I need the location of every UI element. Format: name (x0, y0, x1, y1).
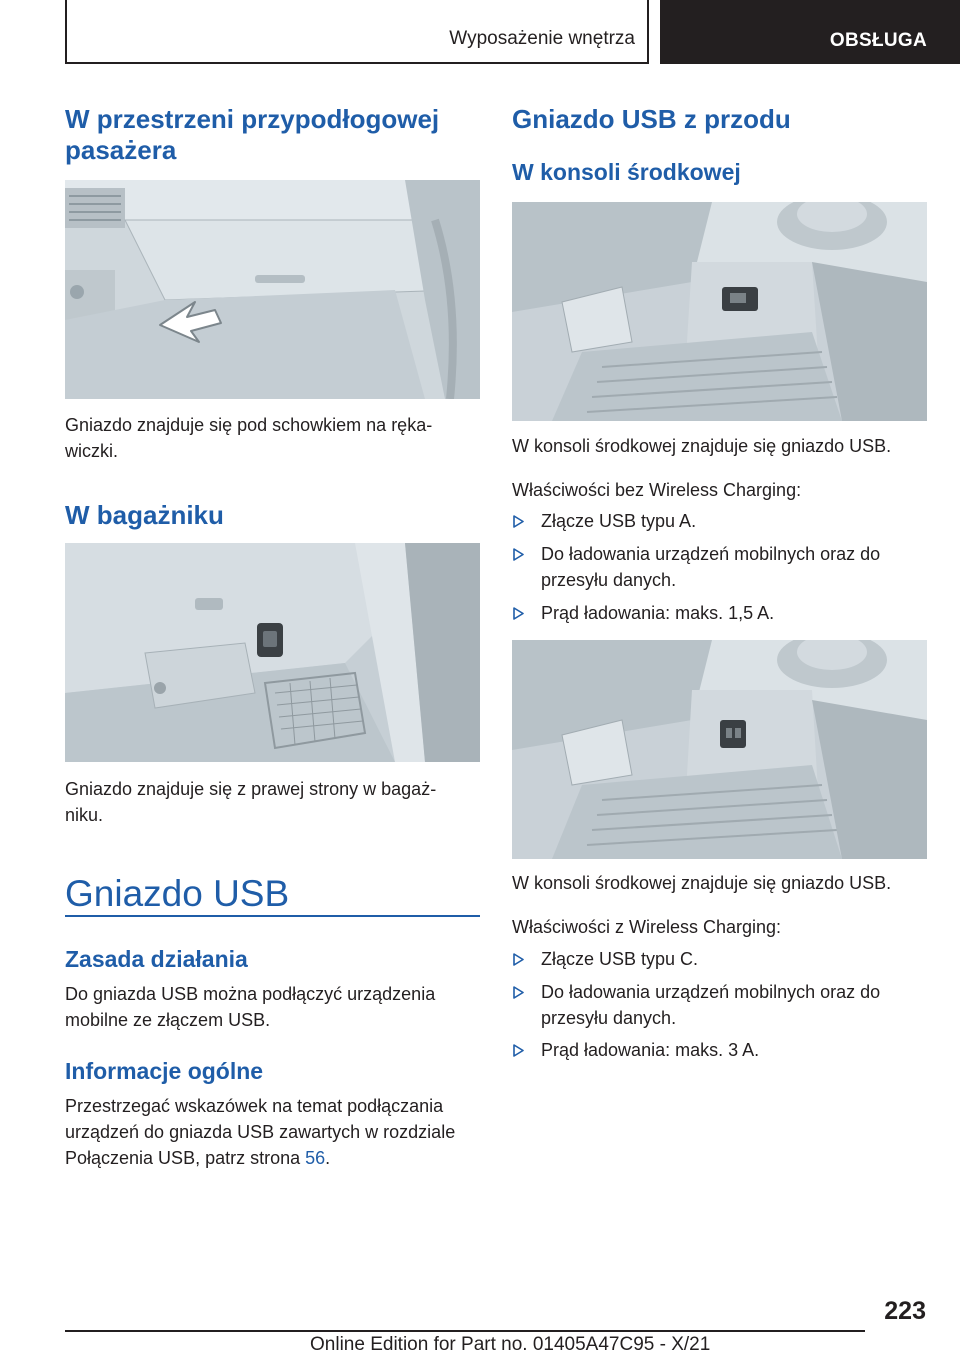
triangle-right-outline-icon (512, 515, 525, 528)
subheading-center-console: W konsoli środkowej (512, 159, 741, 185)
figure-console-usb-a (512, 202, 927, 421)
figure-passenger-footwell-drawing (65, 180, 480, 399)
caption-console-usb-c: W konsoli środkowej znajduje się gniazdo USB. (512, 873, 892, 893)
page-number: 223 (884, 1297, 926, 1325)
figure-console-usb-c-drawing (512, 640, 927, 859)
header-chapter-tab[interactable] (660, 0, 960, 64)
triangle-right-outline-icon (512, 548, 525, 561)
footer-edition: Online Edition for Part no. 01405A47C95 - X/21 (310, 1334, 711, 1355)
figure-trunk-drawing (65, 543, 480, 762)
figure-console-usb-c (512, 640, 927, 859)
caption-passenger-footwell: Gniazdo znajduje się pod schowkiem na ręka- wiczki. (65, 415, 433, 461)
features-title-usb-a: Właściwości bez Wireless Charging: (512, 480, 802, 500)
figure-passenger-footwell (65, 180, 480, 399)
section-title-rule (65, 915, 480, 917)
header-section-title: Wyposażenie wnętrza (449, 28, 635, 49)
triangle-right-outline-icon (512, 607, 525, 620)
caption-console-usb-a: W konsoli środkowej znajduje się gniazdo USB. (512, 436, 892, 456)
heading-general: Informacje ogólne (65, 1058, 264, 1084)
paragraph-principle: Do gniazda USB można podłączyć urządzenia mobilne ze złączem USB. (65, 984, 436, 1030)
heading-front-usb: Gniazdo USB z przodu (512, 104, 791, 134)
caption-trunk: Gniazdo znajduje się z prawej strony w bagaż- niku. (65, 779, 437, 825)
figure-trunk (65, 543, 480, 762)
features-title-usb-c: Właściwości z Wireless Charging: (512, 917, 782, 937)
paragraph-general: Przestrzegać wskazówek na temat podłączania urządzeń do gniazda USB zawartych w rozdziale Połączenia USB, patrz strona 56. (65, 1096, 456, 1168)
figure-console-usb-a-drawing (512, 202, 927, 421)
triangle-right-outline-icon (512, 1044, 525, 1057)
triangle-right-outline-icon (512, 986, 525, 999)
section-title-usb: Gniazdo USB (65, 873, 290, 914)
heading-trunk: W bagażniku (65, 500, 224, 530)
header-chapter-title: OBSŁUGA (829, 30, 927, 51)
heading-passenger-footwell: W przestrzeni przypodłogowej pasażera (65, 104, 440, 165)
footer-rule (65, 1330, 865, 1332)
page-reference-link[interactable]: 56 (305, 1148, 326, 1168)
triangle-right-outline-icon (512, 953, 525, 966)
header-section-box (65, 0, 649, 64)
heading-principle: Zasada działania (65, 946, 248, 972)
